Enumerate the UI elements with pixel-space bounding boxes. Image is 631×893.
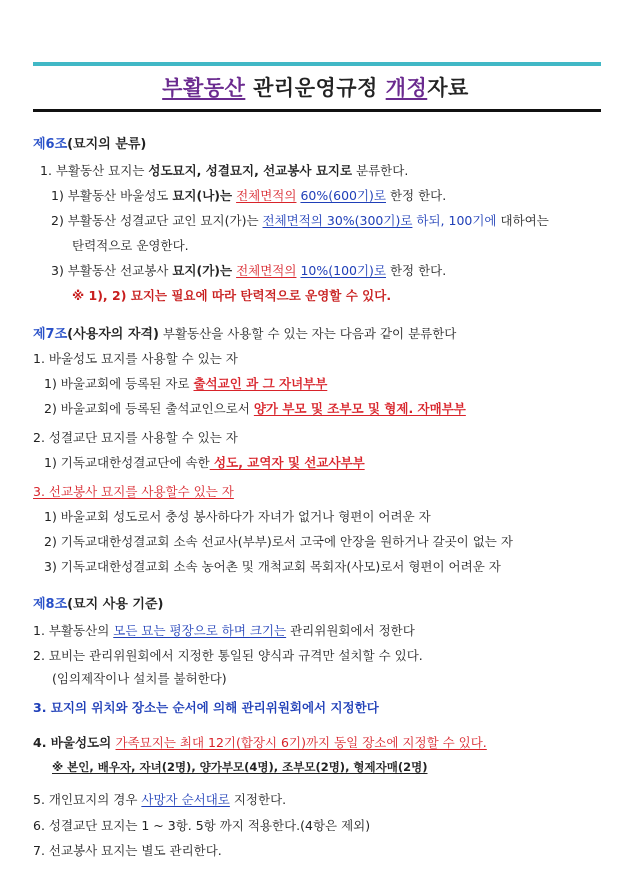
text: 분류한다. xyxy=(352,163,409,178)
text: 지정한다. xyxy=(229,792,287,807)
text: 성도묘지, 성결묘지, 선교봉사 묘지로 xyxy=(148,163,353,178)
page-title xyxy=(0,72,631,102)
text: 60%(600기)로 xyxy=(300,188,386,203)
art7-s3: 3. 선교봉사 묘지를 사용할수 있는 자 xyxy=(33,484,234,499)
text: 까지 동일 장소에 지정할 수 있다. xyxy=(305,735,487,750)
art6-heading-no: 제6조 xyxy=(33,137,68,152)
art8-i5 xyxy=(33,792,286,808)
text: 한정 한다. xyxy=(386,188,447,203)
text: 사망자 순서대로 xyxy=(141,792,230,807)
title-part4: 자료 xyxy=(427,76,469,100)
text: 가족묘지는 최대 12기(합장시 6기) xyxy=(115,735,306,750)
text: 한정 한다. xyxy=(386,263,447,278)
text: 전체면적의 30%(300기)로 xyxy=(262,213,413,228)
art7-s1-2 xyxy=(44,401,466,417)
text: 제8조 xyxy=(33,597,68,612)
text: 묘지(가)는 xyxy=(172,263,233,278)
art7-heading xyxy=(33,326,456,343)
art6-note: ※ 1), 2) 묘지는 필요에 따라 탄력적으로 운영할 수 있다. xyxy=(72,288,392,303)
text: 하되, 100기에 xyxy=(412,213,497,228)
text: (사용자의 자격) xyxy=(67,327,159,342)
text: 2) 바울교회에 등록된 출석교인으로서 xyxy=(44,401,254,416)
art6-item1 xyxy=(40,163,408,179)
text: 1) 기독교대한성결교단에 속한 xyxy=(44,455,210,470)
art7-s2-1 xyxy=(44,455,365,471)
text: 양가 부모 및 조부모 및 형제. 자매부부 xyxy=(253,401,466,416)
art8-i7: 7. 선교봉사 묘지는 별도 관리한다. xyxy=(33,843,222,858)
text: 1) 부활동산 바울성도 xyxy=(51,188,173,203)
art6-item1-1 xyxy=(51,188,446,204)
text: 2) 부활동산 성결교단 교인 묘지(가)는 xyxy=(51,213,263,228)
text: 대하여는 xyxy=(496,213,549,228)
art6-item1-2 xyxy=(51,213,549,229)
art7-s2: 2. 성결교단 묘지를 사용할 수 있는 자 xyxy=(33,430,238,445)
text: 성도, 교역자 및 선교사부부 xyxy=(209,455,365,470)
title-part1: 부활동산 xyxy=(162,76,246,100)
text: 모든 묘는 평장으로 하며 크기는 xyxy=(113,623,287,638)
text: 제7조 xyxy=(33,327,68,342)
text: 1) 바울교회에 등록된 자로 xyxy=(44,376,194,391)
art7-s3-3: 3) 기독교대한성결교회 소속 농어촌 및 개척교회 목회자(사모)로서 형편이 어려운 자 xyxy=(44,559,501,574)
text: 5. 개인묘지의 경우 xyxy=(33,792,142,807)
text: (묘지 사용 기준) xyxy=(67,597,164,612)
art8-heading xyxy=(33,597,163,613)
text: 출석교인 과 그 자녀부부 xyxy=(193,376,328,391)
art8-i2-note: (임의제작이나 설치를 불허한다) xyxy=(52,671,227,686)
art8-i2: 2. 묘비는 관리위원회에서 지정한 통일된 양식과 규격만 설치할 수 있다. xyxy=(33,648,423,663)
text: 3) 부활동산 선교봉사 xyxy=(51,263,173,278)
title-part3: 개정 xyxy=(385,76,428,100)
text: 전체면적의 xyxy=(236,263,297,278)
art7-s1: 1. 바울성도 묘지를 사용할 수 있는 자 xyxy=(33,351,238,366)
art6-heading xyxy=(33,137,146,153)
text: 관리위원회에서 정한다 xyxy=(286,623,415,638)
title-underline xyxy=(33,109,601,112)
art8-i4 xyxy=(33,735,487,751)
art7-s1-1 xyxy=(44,376,327,392)
text: 4. 바울성도의 xyxy=(33,735,116,750)
art7-s3-1: 1) 바울교회 성도로서 충성 봉사하다가 자녀가 없거나 형편이 어려운 자 xyxy=(44,509,431,524)
art6-item1-3 xyxy=(51,263,446,279)
art6-item1-2-cont: 탄력적으로 운영한다. xyxy=(72,238,189,253)
text: 부활동산을 사용할 수 있는 자는 다음과 같이 분류한다 xyxy=(158,326,457,341)
art6-heading-text: (묘지의 분류) xyxy=(67,137,147,152)
text: 묘지(나)는 xyxy=(172,188,233,203)
title-part2: 관리운영규정 xyxy=(245,76,386,100)
art8-i6: 6. 성결교단 묘지는 1 ~ 3항. 5항 까지 적용한다.(4항은 제외) xyxy=(33,818,371,833)
art8-i1 xyxy=(33,623,415,639)
art7-s3-2: 2) 기독교대한성결교회 소속 선교사(부부)로서 고국에 안장을 원하거나 갈곳이 없는 자 xyxy=(44,534,513,549)
art8-i4-note: ※ 본인, 배우자, 자녀(2명), 양가부모(4명), 조부모(2명), 형제자매(2명) xyxy=(52,760,428,774)
text: 10%(100기)로 xyxy=(300,263,386,278)
art8-i3: 3. 묘지의 위치와 장소는 순서에 의해 관리위원회에서 지정한다 xyxy=(33,700,379,715)
text: 1. 부활동산의 xyxy=(33,623,114,638)
text: 전체면적의 xyxy=(236,188,297,203)
top-bar xyxy=(33,62,601,66)
text: 1. 부활동산 묘지는 xyxy=(40,163,149,178)
